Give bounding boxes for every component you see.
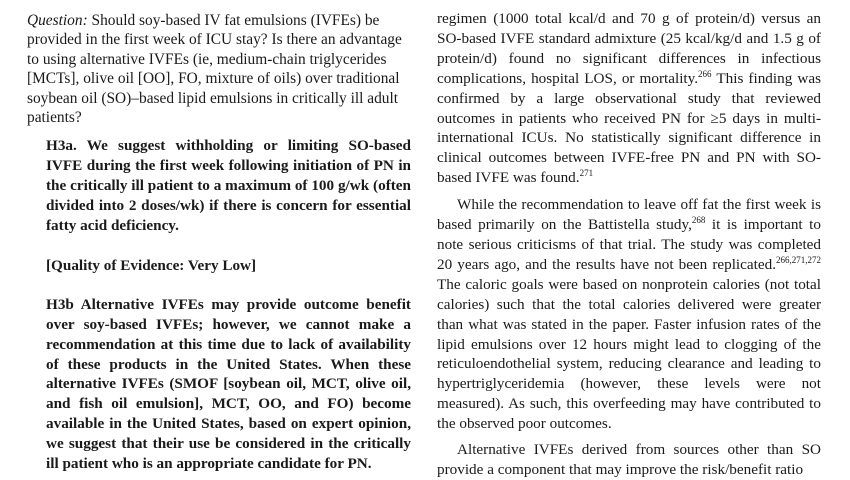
quality-of-evidence: [Quality of Evidence: Very Low] [46,257,257,275]
body-paragraph-1 [437,9,821,188]
left-column [27,0,411,473]
question-text: Should soy-based IV fat emulsions (IVFEs) be provided in the first week of ICU stay? Is there an advantage to using alternative IVFEs (ie, medium-chain triglycerides [MCTs], olive oil [OO], FO, mixture of oils) over traditional soybean oil (SO)–based lipid emulsions in critically ill adult patients? [27,12,402,127]
body-paragraph-3: Alternative IVFEs derived from sources other than SO provide a component that may improve the risk/benefit ratio [437,441,821,478]
question-label: Question: [27,12,88,29]
p2-text-a: While the recommendation to leave off fat the first week is based primarily on the Battistella study, [437,196,821,234]
body-paragraph-2 [437,195,821,434]
recommendation-h3a: H3a. We suggest withholding or limiting SO-based IVFE during the first week following initiation of PN in the critically ill patient to a maximum of 100 g/wk (often divided into 2 doses/wk) if there is concern for essential fatty acid deficiency. [46,137,411,234]
p1-text-b: This finding was confirmed by a large observational study that reviewed outcomes in patients who received PN for ≥5 days in multi-international ICUs. No statistically significant difference in clinical outcomes between IVFE-free PN and PN with SO-based IVFE was found. [437,69,822,187]
right-column [437,0,821,480]
p2-text-b: it is important to note serious criticisms of that trial. The study was completed 20 years ago, and the results have not been replicated. [437,216,821,273]
citation-266-271-272: 266,271,272 [776,254,821,265]
citation-266: 266 [698,68,712,79]
citation-268: 268 [691,215,706,225]
p1-text-a: regimen (1000 total kcal/d and 70 g of protein/d) versus an SO-based IVFE standard admixture (25 kcal/kg/d and 1.5 g of protein/d) found no significant differences in infectious complications, hospital LOS, or mortality. [437,10,821,87]
question-paragraph [27,11,411,127]
citation-271: 271 [579,168,594,179]
p2-text-c: The caloric goals were based on nonprotein calories (not total calories) such that the total calories delivered were greater than what was stated in the paper. Faster infusion rates of the lipid emulsions over 12 hours might lead to clogging of the reticuloendothelial system, reducing clearance and leading to hypertriglyceridemia (however, these levels were not measured). As such, this overfeeding may have contributed to the observed poor outcomes. [437,275,821,433]
recommendation-h3b: H3b Alternative IVFEs may provide outcome benefit over soy-based IVFEs; however, we cannot make a recommendation at this time due to lack of availability of these products in the United States. When these alternative IVFEs (SMOF [soybean oil, MCT, olive oil, and fish oil emulsion], MCT, OO, and FO) become available in the United States, based on expert opinion, we suggest that their use be considered in the critically ill patient who is an appropriate candidate for PN. [46,296,411,472]
